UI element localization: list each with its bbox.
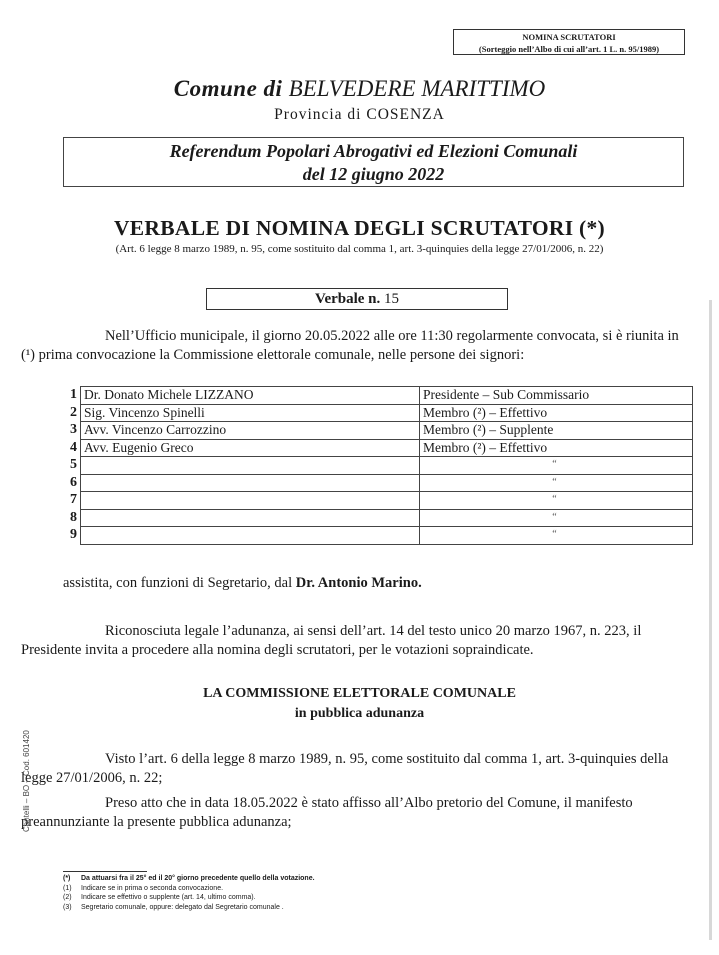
table-row	[64, 457, 693, 475]
document-type-reference: (Sorteggio nell’Albo di cui all’art. 1 L. n. 95/1989)	[478, 44, 660, 54]
visto-paragraph	[21, 750, 684, 788]
verbale-label: Verbale n.	[314, 291, 381, 307]
commission-title: LA COMMISSIONE ELETTORALE COMUNALE	[203, 686, 516, 701]
election-date: del 12 giugno 2022	[302, 164, 445, 184]
legal-line-2: Presidente invita a procedere alla nomina degli scrutatori, per le votazioni sopraindicate.	[21, 642, 534, 658]
commission-heading	[0, 684, 719, 724]
member-name	[81, 527, 420, 545]
member-number: 2	[70, 404, 77, 420]
table-row	[64, 527, 693, 545]
footnote-marker: (*)	[63, 875, 71, 882]
table-row	[64, 387, 693, 405]
table-row	[64, 422, 693, 440]
member-number: 8	[70, 509, 77, 525]
preso-line-1: Preso atto che in data 18.05.2022 è stato affisso all’Albo pretorio del Comune, il manifesto	[105, 795, 633, 811]
secretary-paragraph	[63, 574, 684, 593]
member-name: Avv. Eugenio Greco	[81, 439, 420, 457]
province-line: Provincia di COSENZA	[274, 106, 445, 123]
municipality-name: BELVEDERE MARITTIMO	[288, 76, 546, 101]
member-number: 5	[70, 457, 77, 473]
member-role: “	[420, 492, 693, 510]
member-number: 7	[70, 492, 77, 508]
table-row	[64, 492, 693, 510]
preso-paragraph	[21, 794, 684, 832]
member-number: 4	[70, 439, 77, 455]
member-name: Dr. Donato Michele LIZZANO	[81, 387, 420, 405]
intro-paragraph	[21, 327, 684, 365]
member-role: Membro (²) – Effettivo	[420, 439, 693, 457]
verbale-number: 15	[384, 291, 400, 307]
intro-line-1: Nell’Ufficio municipale, il giorno 20.05.2022 alle ore 11:30 regolarmente convocata, si è riunita in	[105, 328, 679, 344]
footnote-item	[63, 903, 315, 913]
municipality-prefix: Comune di	[173, 76, 283, 101]
footnotes	[63, 874, 315, 912]
footnote-marker: (1)	[63, 884, 72, 892]
legal-paragraph	[21, 622, 684, 660]
members-table	[64, 386, 693, 545]
document-type-box	[453, 29, 685, 55]
document-title: VERBALE DI NOMINA DEGLI SCRUTATORI (*)	[113, 216, 606, 240]
table-row	[64, 439, 693, 457]
intro-line-2: (¹) prima convocazione la Commissione elettorale comunale, nelle persone dei signori:	[21, 347, 525, 363]
member-number: 9	[70, 527, 77, 543]
table-row	[64, 474, 693, 492]
secretary-text: assistita, con funzioni di Segretario, dal	[63, 575, 293, 591]
member-role: “	[420, 457, 693, 475]
member-name: Sig. Vincenzo Spinelli	[81, 404, 420, 422]
page-edge-shadow	[709, 300, 712, 940]
municipality-heading	[0, 76, 719, 102]
member-name	[81, 492, 420, 510]
legal-line-1: Riconosciuta legale l’adunanza, ai sensi dell’art. 14 del testo unico 20 marzo 1967, n. 223, il	[105, 623, 642, 639]
footnote-divider	[63, 871, 147, 872]
member-number: 6	[70, 474, 77, 490]
document-type-label: NOMINA SCRUTATORI	[522, 32, 616, 42]
member-name	[81, 509, 420, 527]
footnote-item	[63, 874, 315, 884]
footnote-text: Indicare se effettivo o supplente (art. 14, ultimo comma).	[81, 894, 256, 901]
document-subtitle: (Art. 6 legge 8 marzo 1989, n. 95, come sostituito dal comma 1, art. 3-quinquies della legge 27/01/2006, n. 22)	[115, 243, 604, 255]
table-row	[64, 509, 693, 527]
secretary-name: Dr. Antonio Marino.	[295, 575, 422, 591]
election-title: Referendum Popolari Abrogativi ed Elezioni Comunali	[169, 141, 578, 161]
footnote-marker: (2)	[63, 894, 72, 901]
member-role: “	[420, 527, 693, 545]
footnote-item	[63, 893, 315, 903]
member-role: Membro (²) – Effettivo	[420, 404, 693, 422]
member-role: Membro (²) – Supplente	[420, 422, 693, 440]
verbale-number-box	[206, 288, 508, 310]
table-row	[64, 404, 693, 422]
visto-line-2: legge 27/01/2006, n. 22;	[21, 770, 163, 786]
preso-line-2: preannunziante la presente pubblica adunanza;	[21, 814, 292, 830]
member-name: Avv. Vincenzo Carrozzino	[81, 422, 420, 440]
election-box	[63, 137, 684, 187]
member-number: 3	[70, 422, 77, 438]
footnote-text: Segretario comunale, oppure: delegato dal Segretario comunale .	[81, 903, 284, 911]
footnote-text: Indicare se in prima o seconda convocazione.	[81, 884, 224, 892]
member-name	[81, 457, 420, 475]
footnote-marker: (3)	[63, 903, 72, 911]
commission-subtitle: in pubblica adunanza	[294, 706, 425, 721]
member-role: “	[420, 509, 693, 527]
member-role: Presidente – Sub Commissario	[420, 387, 693, 405]
member-name	[81, 474, 420, 492]
printer-code-side-text: Cantelli – BO – Cod. 601420	[22, 730, 31, 832]
footnote-item	[63, 884, 315, 894]
visto-line-1: Visto l’art. 6 della legge 8 marzo 1989, n. 95, come sostituito dal comma 1, art. 3-quinquies della	[105, 751, 669, 767]
member-number: 1	[70, 387, 77, 403]
footnote-text: Da attuarsi fra il 25° ed il 20° giorno precedente quello della votazione.	[81, 875, 315, 882]
member-role: “	[420, 474, 693, 492]
